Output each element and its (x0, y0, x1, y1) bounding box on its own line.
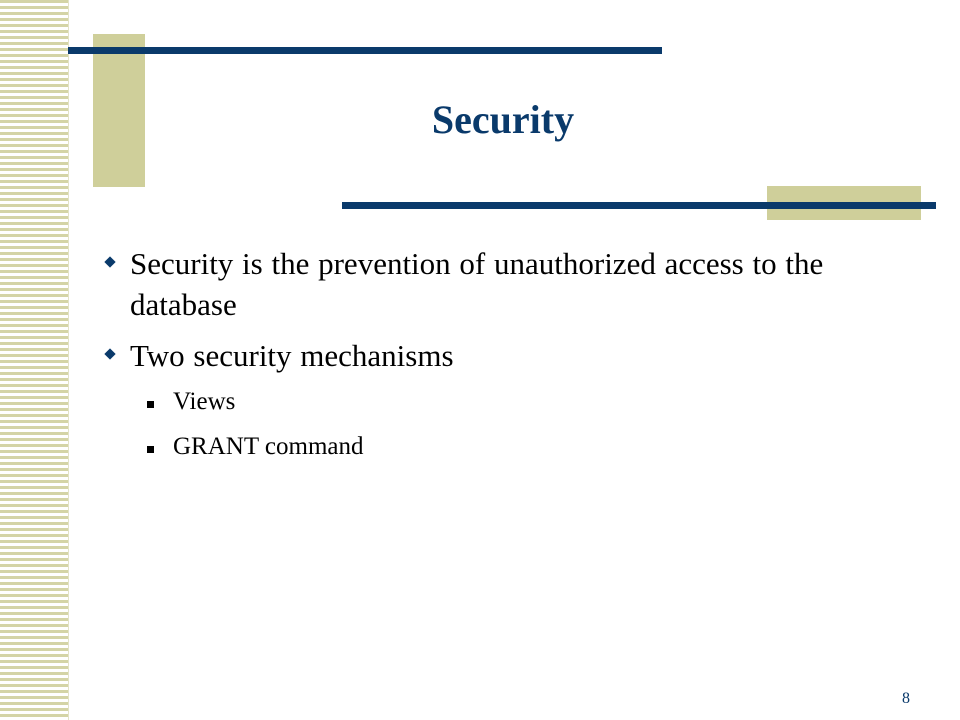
bullet-text: Security is the prevention of unauthorized access to the database (130, 246, 824, 322)
bullet-text: Two security mechanisms (130, 338, 454, 373)
bullet-item (105, 243, 905, 325)
page-number: 8 (902, 690, 910, 707)
sub-bullet-item (105, 386, 905, 418)
diamond-icon (104, 348, 115, 359)
bullet-item (105, 335, 905, 376)
diamond-icon (104, 256, 115, 267)
sub-bullet-item (105, 431, 905, 463)
square-bullet-icon (147, 446, 154, 453)
sub-bullet-text: Views (173, 388, 236, 415)
decorative-navy-bar-bottom (342, 202, 936, 209)
square-bullet-icon (147, 401, 154, 408)
slide-content (105, 243, 905, 476)
decorative-navy-bar-top (68, 47, 662, 54)
slide-title: Security (431, 97, 575, 142)
sub-bullet-text: GRANT command (173, 433, 364, 460)
